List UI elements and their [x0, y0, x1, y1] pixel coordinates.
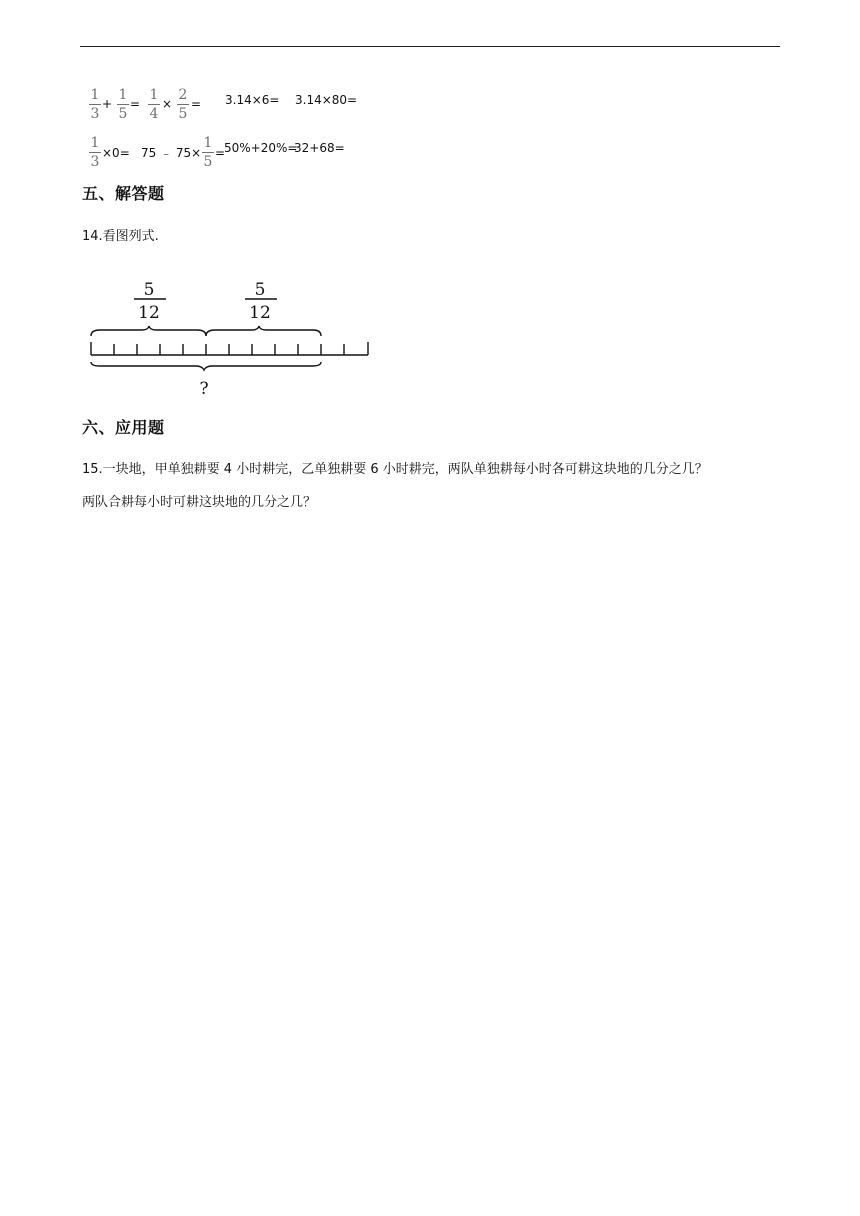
numerator: 1 — [118, 87, 128, 103]
denominator: 3 — [90, 106, 100, 122]
fraction-bar — [177, 104, 189, 105]
expression: ×0= — [102, 146, 130, 160]
fraction — [177, 88, 189, 122]
fraction — [148, 88, 160, 122]
fraction — [202, 136, 214, 170]
expression: 75 ﹣ 75× — [141, 146, 202, 160]
numerator: 2 — [178, 87, 188, 103]
fraction-bar — [202, 152, 214, 153]
section-heading: 五、解答题 — [82, 184, 165, 203]
equals-sign: = — [191, 97, 202, 111]
fraction — [89, 136, 101, 170]
numerator: 1 — [149, 87, 159, 103]
expression: 3.14×80= — [295, 93, 358, 107]
denominator: 5 — [118, 106, 128, 122]
left-top-brace — [91, 326, 206, 336]
fraction-bar — [117, 104, 129, 105]
numerator: 1 — [90, 135, 100, 151]
expression: 32+68= — [294, 141, 345, 155]
question-mark: ? — [199, 379, 209, 399]
header-rule — [80, 46, 780, 47]
fraction — [117, 88, 129, 122]
fraction-numerator: 5 — [143, 280, 155, 300]
operator: × — [162, 97, 173, 111]
question-14: 14.看图列式. — [82, 229, 159, 244]
denominator: 3 — [90, 154, 100, 170]
fraction-bar — [89, 152, 101, 153]
fraction-bar — [89, 104, 101, 105]
denominator: 4 — [149, 106, 159, 122]
fraction-bar — [148, 104, 160, 105]
denominator: 5 — [203, 154, 213, 170]
expression: 50%+20%= — [224, 141, 298, 155]
denominator: 5 — [178, 106, 188, 122]
segment-ticks — [91, 342, 368, 355]
equals-sign: = — [215, 146, 226, 160]
numerator: 1 — [203, 135, 213, 151]
question-15-line-1: 15.一块地，甲单独耕要 4 小时耕完，乙单独耕要 6 小时耕完，两队单独耕每小时各可耕这块地的几分之几？ — [82, 462, 708, 477]
bottom-brace — [91, 362, 321, 370]
expression: 3.14×6= — [225, 93, 280, 107]
section-heading: 六、应用题 — [82, 418, 165, 437]
fraction-numerator: 5 — [254, 280, 266, 300]
fraction-denominator: 12 — [249, 303, 271, 323]
equals-sign: = — [130, 97, 141, 111]
fraction-denominator: 12 — [138, 303, 160, 323]
numerator: 1 — [90, 87, 100, 103]
operator: + — [102, 97, 113, 111]
segment-diagram — [80, 270, 380, 400]
fraction — [89, 88, 101, 122]
question-15-line-2: 两队合耕每小时可耕这块地的几分之几？ — [82, 495, 317, 510]
right-top-brace — [206, 326, 321, 336]
